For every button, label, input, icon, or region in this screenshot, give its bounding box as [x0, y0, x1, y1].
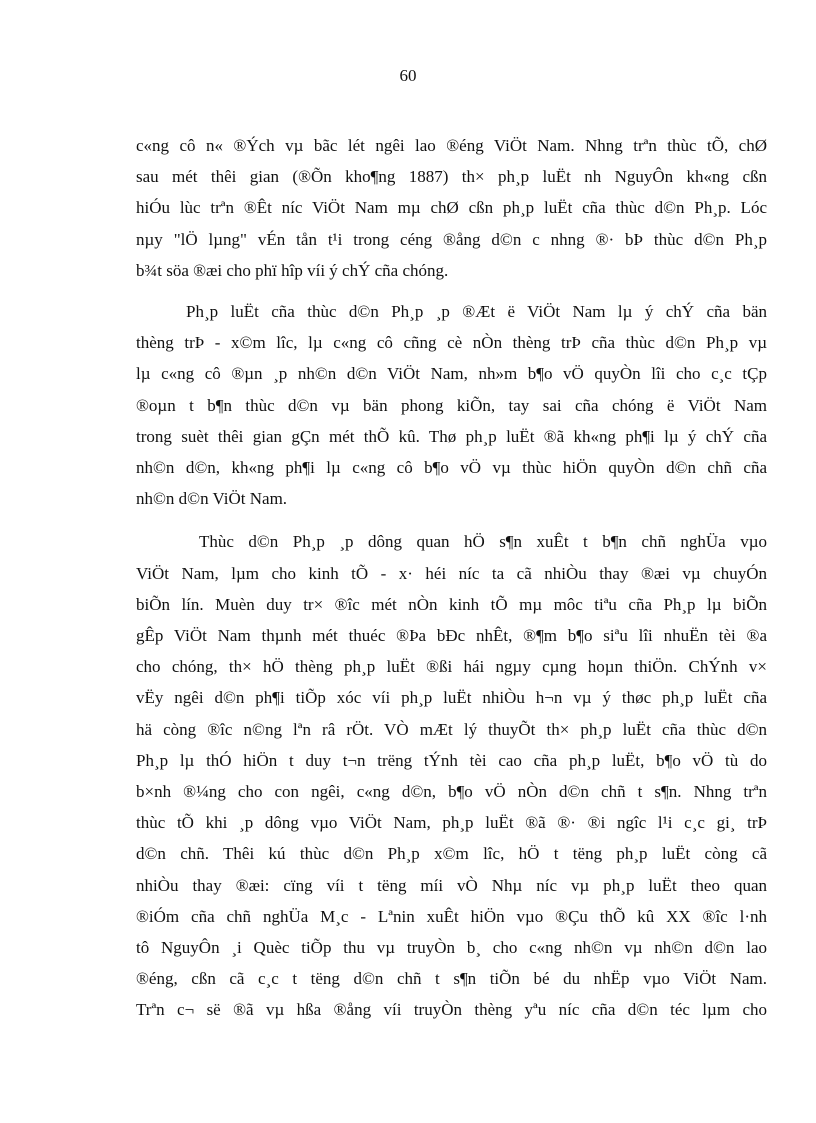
- text-line: lµ c«ng cô ®µn ¸p nh©n d©n ViÖt Nam, nh»m b¶o vÖ quyÒn lîi cho c¸c tÇp: [136, 364, 767, 384]
- text-line: nh©n d©n, kh«ng ph¶i lµ c«ng cô b¶o vÖ vµ thùc hiÖn quyÒn d©n chñ cña: [136, 458, 767, 478]
- text-line: thèng trÞ - x©m lîc, lµ c«ng cô cñng cè nÒn thèng trÞ cña thùc d©n Ph¸p vµ: [136, 333, 767, 353]
- text-line: c«ng cô n« ®Ých vµ bãc lét ngêi lao ®éng ViÖt Nam. Nhng trªn thùc tÕ, chØ: [136, 136, 767, 155]
- text-line: hiÓu lùc trªn ®Êt níc ViÖt Nam mµ chØ cßn ph¸p luËt cña thùc d©n Ph¸p. Lóc: [136, 198, 767, 218]
- text-line: Trªn c¬ së ®ã vµ hßa ®ång víi truyÒn thèng yªu níc cña d©n téc lµm cho: [136, 1000, 767, 1020]
- paragraph-2: [136, 296, 767, 514]
- text-line: cho chóng, th× hÖ thèng ph¸p luËt ®ßi hái ngµy cµng hoµn thiÖn. ChÝnh v×: [136, 657, 767, 677]
- text-line: ®éng, cßn cã c¸c t tëng d©n chñ t s¶n tiÕn bé du nhËp vµo ViÖt Nam.: [136, 969, 767, 989]
- text-line: trong suèt thêi gian gÇn mét thÕ kû. Thø ph¸p luËt ®ã kh«ng ph¶i lµ ý chÝ cña: [136, 426, 767, 446]
- text-line: d©n chñ. Thêi kú thùc d©n Ph¸p x©m lîc, hÖ t tëng ph¸p luËt còng cã: [136, 844, 767, 864]
- text-line: Thùc d©n Ph¸p ¸p dông quan hÖ s¶n xuÊt t b¶n chñ nghÜa vµo: [199, 532, 767, 552]
- text-line: hä còng ®îc n©ng lªn râ rÖt. VÒ mÆt lý thuyÕt th× ph¸p luËt cña thùc d©n: [136, 719, 767, 739]
- text-line: nh©n d©n ViÖt Nam.: [136, 489, 288, 509]
- text-line: ViÖt Nam, lµm cho kinh tÕ - x· héi níc ta cã nhiÒu thay ®æi vµ chuyÓn: [136, 563, 767, 583]
- paragraph-1: [136, 130, 767, 286]
- text-line: Ph¸p lµ thÓ hiÖn t duy t¬n trëng tÝnh tèi cao cña ph¸p luËt, b¶o vÖ tù do: [136, 750, 767, 770]
- paragraph-3: [136, 526, 767, 1025]
- text-line: thùc tÕ khi ¸p dông vµo ViÖt Nam, ph¸p luËt ®ã ®· ®i ngîc l¹i c¸c gi¸ trÞ: [136, 813, 767, 833]
- text-line: b×nh ®¼ng cho con ngêi, c«ng d©n, b¶o vÖ nÒn d©n chñ t s¶n. Nhng trªn: [136, 782, 767, 802]
- text-line: nhiÒu thay ®æi: cïng víi t tëng míi vÒ Nhµ níc vµ ph¸p luËt theo quan: [136, 875, 767, 895]
- text-line: vËy ngêi d©n ph¶i tiÕp xóc víi ph¸p luËt nhiÒu h¬n vµ ý thøc ph¸p luËt cña: [136, 688, 767, 708]
- text-line: nµy "lÖ lµng" vÉn tån t¹i trong céng ®ång d©n c nhng ®· bÞ thùc d©n Ph¸p: [136, 229, 767, 249]
- text-line: Ph¸p luËt cña thùc d©n Ph¸p ¸p ®Æt ë ViÖt Nam lµ ý chÝ cña bän: [186, 302, 767, 322]
- text-line: ®oµn t b¶n thùc d©n vµ bän phong kiÕn, tay sai cña chóng ë ViÖt Nam: [136, 395, 767, 415]
- text-line: sau mét thêi gian (®Õn kho¶ng 1887) th× ph¸p luËt nh NguyÔn kh«ng cßn: [136, 167, 767, 187]
- page-number: 60: [399, 66, 417, 85]
- text-line: tô NguyÔn ¸i Quèc tiÕp thu vµ truyÒn b¸ cho c«ng nh©n vµ nh©n d©n lao: [136, 938, 767, 958]
- text-line: gÊp ViÖt Nam thµnh mét thuéc ®Þa bÐc nhÊt, ®¶m b¶o siªu lîi nhuËn tèi ®a: [136, 626, 767, 646]
- text-line: b¾t söa ®æi cho phï hîp víi ý chÝ cña chóng.: [136, 260, 449, 280]
- text-line: biÕn lín. Muèn duy tr× ®îc mét nÒn kinh tÕ mµ môc tiªu cña Ph¸p lµ biÕn: [136, 594, 767, 614]
- text-line: ®iÓm cña chñ nghÜa M¸c - Lªnin xuÊt hiÖn vµo ®Çu thÕ kû XX ®îc l·nh: [136, 906, 767, 926]
- body-text: [136, 130, 767, 1026]
